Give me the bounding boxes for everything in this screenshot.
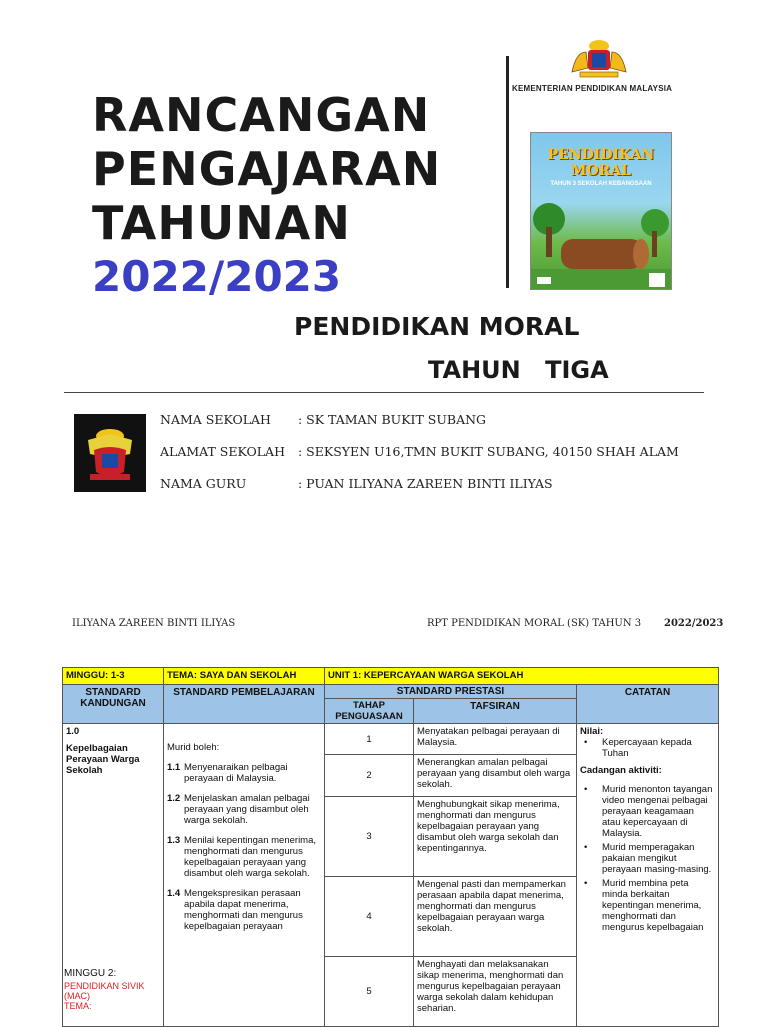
aktiviti-text: Murid memperagakan pakaian mengikut perayaan masing-masing. (602, 842, 712, 875)
sp-num: 1.3 (167, 835, 181, 846)
list-item (580, 784, 715, 839)
sp-cell (164, 724, 325, 1027)
sp-num: 1.1 (167, 762, 181, 773)
divider (64, 392, 704, 393)
aktiviti-text: Murid menonton tayangan video mengenai pelbagai perayaan keagamaan atau kepercayaan di Malaysia. (602, 784, 713, 839)
subject-title: PENDIDIKAN MORAL (294, 312, 580, 341)
tahap-cell: 4 (325, 877, 414, 957)
rpt-table (62, 667, 719, 1027)
bullet-icon: • (584, 737, 588, 748)
week-cell: MINGGU: 1-3 (63, 668, 164, 685)
unit-cell: UNIT 1: KEPERCAYAAN WARGA SEKOLAH (325, 668, 719, 685)
week2-text: MINGGU 2: (64, 968, 117, 979)
tahap-cell: 3 (325, 797, 414, 877)
header-catatan: CATATAN (577, 685, 719, 724)
list-item (167, 888, 321, 932)
cover-title-line: RANCANGAN (92, 88, 431, 142)
cover-year: 2022/2023 (92, 252, 342, 301)
aktiviti-label: Cadangan aktiviti: (580, 765, 662, 776)
bullet-icon: • (584, 878, 588, 889)
aktiviti-text: Murid membina peta minda berkaitan kepentingan menerima, menghormati dan mengurus kepelbagaian (602, 878, 704, 933)
tahun-label: TAHUN (428, 356, 521, 384)
tahun-value: TIGA (545, 356, 609, 384)
sp-num: 1.4 (167, 888, 181, 899)
catatan-cell (577, 724, 719, 1027)
list-item (167, 793, 321, 826)
nilai-text: Kepercayaan kepada Tuhan (602, 737, 692, 759)
table-row (63, 724, 719, 755)
sivik-text: PENDIDIKAN SIVIK (MAC) (64, 981, 145, 1001)
list-item (580, 842, 715, 875)
tafsiran-cell: Menerangkan amalan pelbagai perayaan yang disambut oleh warga sekolah. (414, 755, 577, 797)
book-title (535, 147, 667, 179)
sk-text: Kepelbagaian Perayaan Warga Sekolah (66, 743, 140, 776)
header-tahap: TAHAP PENGUASAAN (325, 699, 414, 724)
sk-cell (63, 724, 164, 1027)
list-item (167, 762, 321, 784)
list-item (580, 878, 715, 933)
bullet-icon: • (584, 784, 588, 795)
week2-label (64, 968, 163, 1011)
cover-divider (506, 56, 509, 288)
nilai-label: Nilai: (580, 726, 604, 737)
sp-text: Menyenaraikan pelbagai perayaan di Malaysia. (184, 762, 288, 784)
header-sp: STANDARD PEMBELAJARAN (164, 685, 325, 724)
sp-text: Mengekspresikan perasaan apabila dapat menerima, menghormati dan mengurus kepelbagaian perayaan (184, 888, 303, 932)
book-illustration (531, 193, 671, 289)
header-sk: STANDARD KANDUNGAN (63, 685, 164, 724)
list-item (167, 835, 321, 879)
tahap-cell: 1 (325, 724, 414, 755)
school-name-value: : SK TAMAN BUKIT SUBANG (298, 412, 487, 427)
tahap-cell: 2 (325, 755, 414, 797)
tema2-text: TEMA: (64, 1001, 92, 1011)
book-subtitle: TAHUN 3 SEKOLAH KEBANGSAAN (550, 181, 652, 187)
school-logo-icon (74, 414, 146, 492)
sp-text: Menilai kepentingan menerima, menghormati dan mengurus kepelbagaian perayaan yang disambut oleh warga sekolah. (184, 835, 317, 879)
list-item (580, 737, 715, 759)
ministry-label: KEMENTERIAN PENDIDIKAN MALAYSIA (512, 84, 673, 93)
tafsiran-cell: Menghubungkait sikap menerima, menghormati dan mengurus kepelbagaian perayaan yang disambut oleh warga sekolah dan kepentingannya. (414, 797, 577, 877)
sp-num: 1.2 (167, 793, 181, 804)
header-doc-title: RPT PENDIDIKAN MORAL (SK) TAHUN 3 (427, 618, 642, 629)
tafsiran-cell: Menyatakan pelbagai perayaan di Malaysia. (414, 724, 577, 755)
tahap-cell: 5 (325, 957, 414, 1027)
tafsiran-cell: Menghayati dan melaksanakan sikap menerima, menghormati dan mengurus kepelbagaian perayaan warga sekolah dalam kehidupan seharian. (414, 957, 577, 1027)
malaysia-crest-icon (566, 38, 632, 80)
header-tafsiran: TAFSIRAN (414, 699, 577, 724)
school-address-label: ALAMAT SEKOLAH (160, 444, 285, 459)
cover-title-line: TAHUNAN (92, 196, 351, 250)
header-row (63, 685, 719, 699)
theme-cell: TEMA: SAYA DAN SEKOLAH (164, 668, 325, 685)
sk-number: 1.0 (66, 726, 80, 737)
book-title-line: MORAL (570, 163, 632, 179)
bullet-icon: • (584, 842, 588, 853)
school-name-label: NAMA SEKOLAH (160, 412, 271, 427)
header-sprestasi: STANDARD PRESTASI (325, 685, 577, 699)
teacher-name-label: NAMA GURU (160, 476, 247, 491)
year-level (428, 356, 609, 384)
sp-intro: Murid boleh: (167, 742, 220, 753)
teacher-name-value: : PUAN ILIYANA ZAREEN BINTI ILIYAS (298, 476, 553, 491)
tafsiran-cell: Mengenal pasti dan mempamerkan perasaan apabila dapat menerima, menghormati dan mengurus kepelbagaian perayaan warga sekolah. (414, 877, 577, 957)
textbook-cover-image (530, 132, 672, 290)
sp-text: Menjelaskan amalan pelbagai perayaan yang disambut oleh warga sekolah. (184, 793, 310, 826)
header-teacher: ILIYANA ZAREEN BINTI ILIYAS (72, 618, 236, 629)
cover-title-line: PENGAJARAN (92, 142, 442, 196)
header-year: 2022/2023 (664, 618, 724, 629)
week-theme-row (63, 668, 719, 685)
school-address-value: : SEKSYEN U16,TMN BUKIT SUBANG, 40150 SHAH ALAM (298, 444, 679, 459)
book-title-line: PENDIDIKAN (547, 147, 655, 163)
cover-title (92, 88, 441, 250)
